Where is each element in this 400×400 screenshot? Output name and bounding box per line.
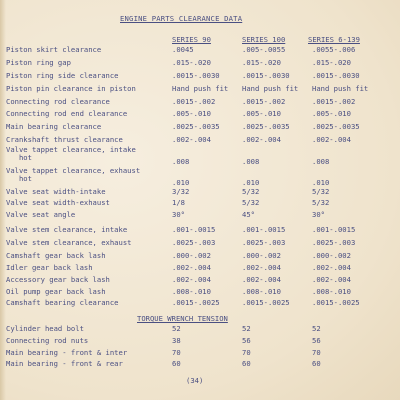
row-value: .005-.010: [242, 109, 281, 118]
torque-row: [0, 325, 400, 336]
row-value: 45°: [242, 210, 255, 219]
row-label: Main bearing clearance: [6, 122, 102, 131]
row-value: .015-.020: [242, 58, 281, 67]
table-row: [0, 252, 400, 263]
torque-row-label: Main bearing - front & inter: [6, 348, 128, 357]
table-row: [0, 166, 400, 187]
row-value: .010: [312, 178, 330, 187]
row-value: .0025-.003: [172, 238, 216, 247]
row-value: .002-.004: [312, 275, 351, 284]
torque-section-title: TORQUE WRENCH TENSION: [137, 314, 228, 323]
row-value: .015-.020: [312, 58, 351, 67]
table-row: [0, 98, 400, 109]
row-value: .0025-.0035: [312, 122, 360, 131]
table-row: [0, 110, 400, 121]
page-number: (34): [186, 376, 204, 385]
table-row: [0, 72, 400, 83]
table-row: [0, 145, 400, 166]
row-label: Connecting rod end clearance: [6, 109, 128, 118]
torque-row: [0, 360, 400, 371]
row-value: .0015-.002: [172, 97, 216, 106]
torque-row-value: 52: [242, 324, 251, 333]
row-value: .001-.0015: [172, 225, 216, 234]
row-value: .0045: [172, 45, 194, 54]
row-label: Valve stem clearance, intake: [6, 225, 128, 234]
table-row: [0, 59, 400, 70]
torque-row-label: Cylinder head bolt: [6, 324, 84, 333]
row-value: 30°: [172, 210, 185, 219]
torque-row-value: 38: [172, 336, 181, 345]
row-label: Oil pump gear back lash: [6, 287, 106, 296]
torque-row-value: 70: [312, 348, 321, 357]
row-value: .010: [242, 178, 260, 187]
table-row: [0, 239, 400, 250]
torque-row-value: 70: [172, 348, 181, 357]
row-label: Camshaft gear back lash: [6, 251, 106, 260]
table-row: [0, 211, 400, 222]
table-row: [0, 226, 400, 237]
row-value: .0015-.0025: [312, 298, 360, 307]
row-value: .002-.004: [172, 135, 211, 144]
row-label: Connecting rod clearance: [6, 97, 110, 106]
row-value: 30°: [312, 210, 325, 219]
row-label: Piston skirt clearance: [6, 45, 102, 54]
row-value: .001-.0015: [242, 225, 286, 234]
row-label: Valve stem clearance, exhaust: [6, 238, 132, 247]
torque-row-value: 52: [312, 324, 321, 333]
row-value: 5/32: [242, 198, 260, 207]
row-value: Hand push fit: [312, 84, 369, 93]
torque-row-value: 56: [242, 336, 251, 345]
column-header-series-6-139: SERIES 6-139: [308, 35, 360, 44]
row-value: Hand push fit: [172, 84, 229, 93]
row-value: .008: [312, 157, 330, 166]
row-value: .002-.004: [242, 135, 281, 144]
column-header-series-90: SERIES 90: [172, 35, 211, 44]
row-value: .005-.0055: [242, 45, 286, 54]
row-value: .010: [172, 178, 190, 187]
row-label: Crankshaft thrust clearance: [6, 135, 123, 144]
torque-row-label: Connecting rod nuts: [6, 336, 89, 345]
row-value: .002-.004: [312, 263, 351, 272]
table-row: [0, 199, 400, 210]
row-value: .000-.002: [312, 251, 351, 260]
row-value: .0015-.0030: [312, 71, 360, 80]
row-value: 3/32: [172, 187, 190, 196]
row-value: .0055-.006: [312, 45, 356, 54]
table-row: [0, 299, 400, 310]
row-value: .015-.020: [172, 58, 211, 67]
row-value: .002-.004: [312, 135, 351, 144]
table-row: [0, 123, 400, 134]
row-value: .002-.004: [242, 263, 281, 272]
row-label: Valve seat angle: [6, 210, 76, 219]
torque-row-value: 52: [172, 324, 181, 333]
row-value: .0015-.0025: [172, 298, 220, 307]
row-label: Idler gear back lash: [6, 263, 93, 272]
document-title: ENGINE PARTS CLEARANCE DATA: [120, 14, 243, 23]
row-value: .0025-.0035: [242, 122, 290, 131]
torque-row-value: 60: [172, 359, 181, 368]
torque-row-value: 60: [312, 359, 321, 368]
row-value: 5/32: [242, 187, 260, 196]
row-value: .002-.004: [172, 275, 211, 284]
row-label: Valve seat width-intake: [6, 187, 106, 196]
row-value: 1/8: [172, 198, 185, 207]
row-value: .002-.004: [242, 275, 281, 284]
row-label: Valve seat width-exhaust: [6, 198, 110, 207]
row-value: .005-.010: [172, 109, 211, 118]
row-value: 5/32: [312, 187, 330, 196]
row-value: .008-.010: [242, 287, 281, 296]
row-value: .0015-.0025: [242, 298, 290, 307]
row-value: .002-.004: [172, 263, 211, 272]
row-value: .0015-.002: [242, 97, 286, 106]
row-value: .005-.010: [312, 109, 351, 118]
torque-row-label: Main bearing - front & rear: [6, 359, 123, 368]
row-value: .008: [242, 157, 260, 166]
row-value: .000-.002: [172, 251, 211, 260]
column-header-series-100: SERIES 100: [242, 35, 286, 44]
table-row: [0, 85, 400, 96]
table-row: [0, 46, 400, 57]
row-value: .0025-.0035: [172, 122, 220, 131]
row-value: .0015-.002: [312, 97, 356, 106]
row-value: .001-.0015: [312, 225, 356, 234]
row-label: Piston ring gap: [6, 58, 71, 67]
row-value: .000-.002: [242, 251, 281, 260]
torque-row-value: 60: [242, 359, 251, 368]
table-row: [0, 276, 400, 287]
row-label: Valve tappet clearance, intake hot: [6, 145, 136, 162]
torque-row-value: 56: [312, 336, 321, 345]
row-value: .008: [172, 157, 190, 166]
row-label: Valve tappet clearance, exhaust hot: [6, 166, 141, 183]
row-value: Hand push fit: [242, 84, 299, 93]
row-label: Accessory gear back lash: [6, 275, 110, 284]
torque-row-value: 70: [242, 348, 251, 357]
row-value: .0025-.003: [242, 238, 286, 247]
row-value: .0015-.0030: [242, 71, 290, 80]
row-value: .0015-.0030: [172, 71, 220, 80]
torque-row: [0, 337, 400, 348]
row-value: .008-.010: [172, 287, 211, 296]
row-label: Piston ring side clearance: [6, 71, 119, 80]
row-value: 5/32: [312, 198, 330, 207]
row-label: Camshaft bearing clearance: [6, 298, 119, 307]
row-value: .008-.010: [312, 287, 351, 296]
row-label: Piston pin clearance in piston: [6, 84, 136, 93]
table-row: [0, 264, 400, 275]
row-value: .0025-.003: [312, 238, 356, 247]
